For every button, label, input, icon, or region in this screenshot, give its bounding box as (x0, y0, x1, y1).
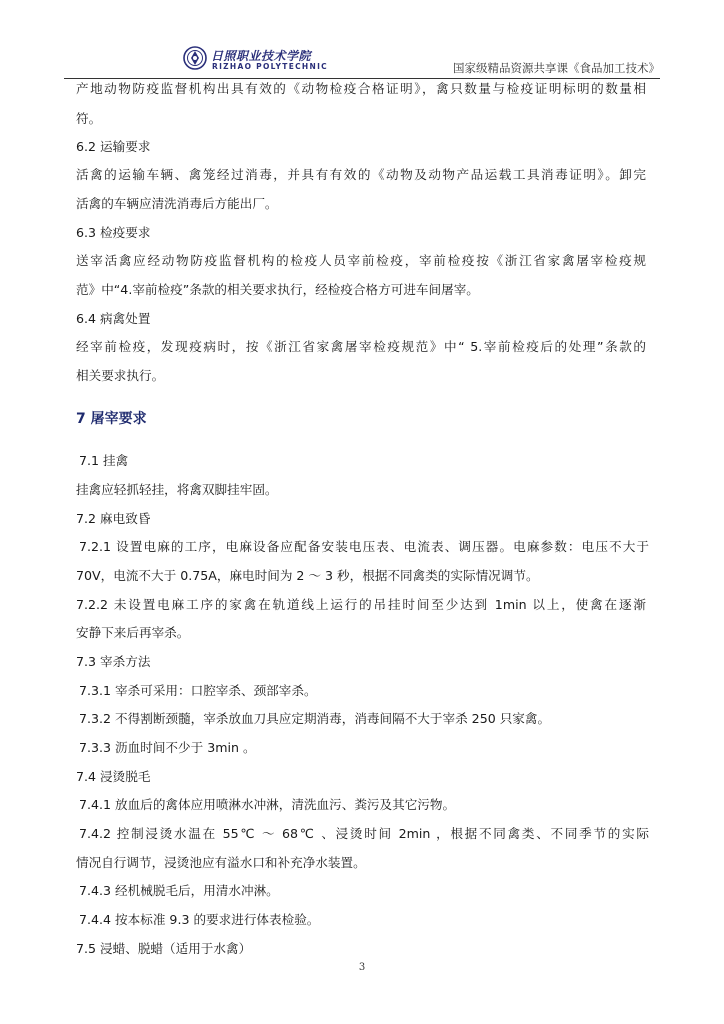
body-line: 7.4.1 放血后的禽体应用喷淋水冲淋，清洗血污、粪污及其它污物。 (79, 797, 456, 812)
body-line: 7.3.2 不得割断颈髓，宰杀放血刀具应定期消毒，消毒间隔不大于宰杀 250 只家禽。 (79, 711, 551, 726)
school-name-cn: 日照职业技术学院 (211, 49, 312, 63)
subsection-heading: 7.1 挂禽 (79, 453, 129, 468)
subsection-heading: 6.4 病禽处置 (76, 311, 151, 326)
body-line: 7.4.3 经机械脱毛后，用清水冲淋。 (79, 883, 279, 898)
body-line: 7.3.1 宰杀可采用：口腔宰杀、颈部宰杀。 (79, 683, 317, 698)
body-line: 7.4.2 控制浸烫水温在 55℃ ～ 68℃ 、浸烫时间 2min ，根据不同禽类、不同季节的实际 (79, 826, 649, 841)
body-line: 挂禽应轻抓轻挂，将禽双脚挂牢固。 (76, 482, 278, 497)
body-line: 活禽的车辆应清洗消毒后方能出厂。 (76, 196, 278, 211)
body-line: 经宰前检疫，发现疫病时，按《浙江省家禽屠宰检疫规范》中“ 5.宰前检疫后的处理”条款的 (76, 339, 646, 354)
page-number: 3 (358, 962, 366, 973)
school-name-en: RIZHAO POLYTECHNIC (212, 62, 328, 71)
section-heading: 7 屠宰要求 (76, 411, 147, 427)
body-line: 7.3.3 沥血时间不少于 3min 。 (79, 740, 256, 755)
body-line: 情况自行调节，浸烫池应有溢水口和补充净水装置。 (76, 855, 366, 870)
body-line: 7.2.1 设置电麻的工序，电麻设备应配备安装电压表、电流表、调压器。电麻参数：电压不大于 (79, 539, 649, 554)
body-line: 安静下来后再宰杀。 (76, 625, 190, 640)
subsection-heading: 7.5 浸蜡、脱蜡（适用于水禽） (76, 941, 252, 956)
body-line: 7.4.4 按本标准 9.3 的要求进行体表检验。 (79, 912, 320, 927)
body-line: 产地动物防疫监督机构出具有效的《动物检疫合格证明》，禽只数量与检疫证明标明的数量相 (76, 81, 646, 96)
subsection-heading: 7.4 浸烫脱毛 (76, 769, 151, 784)
subsection-heading: 6.3 检疫要求 (76, 225, 151, 240)
body-line: 70V，电流不大于 0.75A，麻电时间为 2 ～ 3 秒，根据不同禽类的实际情况调节。 (76, 568, 539, 583)
body-line: 相关要求执行。 (76, 368, 165, 383)
school-logo-icon (183, 46, 207, 70)
subsection-heading: 7.2 麻电致昏 (76, 511, 151, 526)
body-line: 7.2.2 未设置电麻工序的家禽在轨道线上运行的吊挂时间至少达到 1min 以上，使禽在逐渐 (76, 597, 646, 612)
page-header (0, 0, 724, 80)
body-line: 送宰活禽应经动物防疫监督机构的检疫人员宰前检疫，宰前检疫按《浙江省家禽屠宰检疫规 (76, 253, 646, 268)
subsection-heading: 7.3 宰杀方法 (76, 654, 151, 669)
body-line: 活禽的运输车辆、禽笼经过消毒，并具有有效的《动物及动物产品运载工具消毒证明》。卸完 (76, 167, 646, 182)
body-line: 范》中“4.宰前检疫”条款的相关要求执行，经检疫合格方可进车间屠宰。 (76, 282, 479, 297)
body-line: 符。 (76, 111, 102, 126)
course-title: 国家级精品资源共享课《食品加工技术》 (453, 61, 660, 75)
subsection-heading: 6.2 运输要求 (76, 139, 151, 154)
